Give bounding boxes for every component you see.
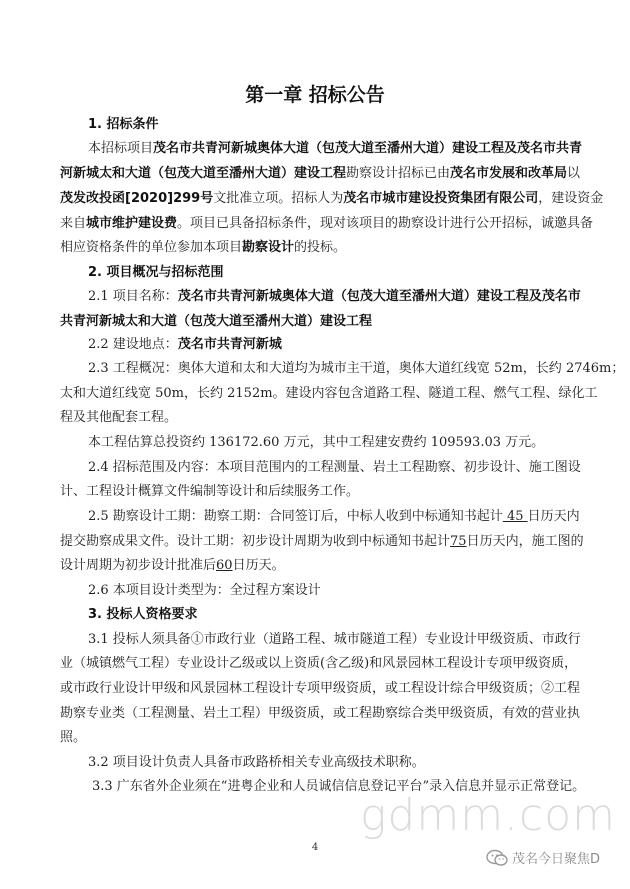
p3-1-line-3: 或市政行业设计甲级和风景园林工程设计专项甲级资质，或工程设计综合甲级资质；②工程: [60, 681, 581, 696]
p2-2: 2.2 建设地点：茂名市共青河新城: [88, 337, 282, 352]
p2-1-line-1: 2.1 项目名称：茂名市共青河新城奥体大道（包茂大道至潘州大道）建设工程及茂名市: [88, 289, 581, 304]
s1-line-2: 河新城太和大道（包茂大道至潘州大道）建设工程勘察设计招标已由茂名市发展和改革局以: [60, 166, 581, 181]
page-number: 4: [311, 842, 319, 853]
p2-6: 2.6 本项目设计类型为：全过程方案设计: [88, 583, 321, 598]
p-cost: 本工程估算总投资约 136172.60 万元，其中工程建安费约 109593.03 万元。: [88, 435, 545, 450]
p2-3-line-3: 程及其他配套工程。: [60, 410, 178, 425]
p2-5-line-3: 设计周期为初步设计批准后60日历天。: [60, 558, 285, 573]
chapter-title: 第一章 招标公告: [245, 84, 385, 106]
p3-3: 3.3 广东省外企业须在“进粤企业和人员诚信信息登记平台”录入信息并显示正常登记。: [92, 779, 586, 794]
p2-3-line-2: 太和大道红线宽 50m，长约 2152m。建设内容包含道路工程、隧道工程、燃气工程、绿化工: [60, 386, 598, 401]
wechat-attribution: [486, 848, 600, 867]
p3-1-line-2: 业（城镇燃气工程）专业设计乙级或以上资质(含乙级)和风景园林工程设计专项甲级资质，: [60, 656, 578, 671]
p3-1-line-5: 照。: [60, 730, 87, 745]
p3-1-line-4: 勘察专业类（工程测量、岩土工程）甲级资质，或工程勘察综合类甲级资质，有效的营业执: [60, 706, 581, 721]
p2-3-line-1: 2.3 工程概况：奥体大道和太和大道均为城市主干道，奥体大道红线宽 52m，长约 2746m；: [88, 361, 625, 376]
s1-line-3: 茂发改投函[2020]299号文批准立项。招标人为茂名市城市建设投资集团有限公司，建设资金: [60, 191, 604, 206]
s1-line-1: 本招标项目茂名市共青河新城奥体大道（包茂大道至潘州大道）建设工程及茂名市共青: [88, 141, 583, 156]
p3-1-line-1: 3.1 投标人须具备①市政行业（道路工程、城市隧道工程）专业设计甲级资质、市政行: [88, 632, 581, 647]
section-2-heading: 2. 项目概况与招标范围: [88, 265, 224, 280]
section-3-heading: 3. 投标人资格要求: [88, 607, 198, 622]
p2-4-line-1: 2.4 招标范围及内容：本项目范围内的工程测量、岩土工程勘察、初步设计、施工图设: [88, 460, 581, 475]
p2-4-line-2: 计、工程设计概算文件编制等设计和后续服务工作。: [60, 484, 360, 499]
wechat-icon: [486, 849, 508, 867]
section-1-heading: 1. 招标条件: [88, 117, 159, 132]
wechat-account-name: 茂名今日聚焦D: [512, 852, 601, 867]
p2-1-line-2: 共青河新城太和大道（包茂大道至潘州大道）建设工程: [60, 314, 373, 329]
p2-5-line-2: 提交勘察成果文件。设计工期：初步设计周期为收到中标通知书起计75日历天内，施工图的: [60, 534, 584, 549]
s1-line-4: 来自城市维护建设费。项目已具备招标条件，现对该项目的勘察设计进行公开招标，诚邀具备: [60, 216, 594, 231]
p3-2: 3.2 项目设计负责人具备市政路桥相关专业高级技术职称。: [88, 755, 425, 770]
site-watermark: gdmm.com: [360, 790, 617, 841]
s1-line-5: 相应资格条件的单位参加本项目勘察设计的投标。: [60, 240, 347, 255]
p2-5-line-1: 2.5 勘察设计工期：勘察工期：合同签订后，中标人收到中标通知书起计 45 日历天内: [88, 509, 580, 524]
